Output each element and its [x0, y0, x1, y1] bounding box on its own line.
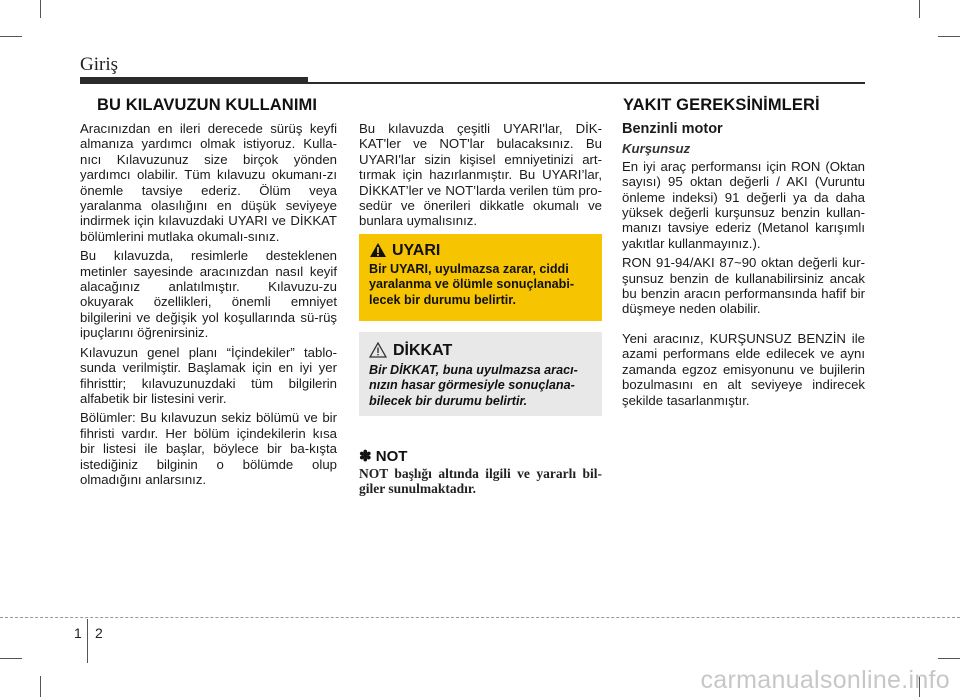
crop-mark — [0, 36, 22, 37]
crop-mark — [919, 0, 920, 18]
crop-mark — [0, 658, 22, 659]
page-number: 2 — [95, 625, 103, 641]
paragraph: Bu kılavuzda çeşitli UYARI'lar, DİK-KAT'ler ve NOT'lar bulacaksınız. Bu UYARI'lar sizin kişisel emniyetinizi art-tırmak için hazırlanmıştır. Bu UYARI’lar, DİKKAT’ler ve NOT’larda verilen tüm pro-sedür ve önerileri dikkatle okumalı ve bunlara uymalısınız. — [359, 121, 602, 229]
header-rule-thin — [308, 82, 865, 84]
warning-triangle-icon — [369, 242, 387, 258]
note-text: NOT başlığı altında ilgili ve yararlı bil-giler sunulmaktadır. — [359, 466, 602, 497]
middle-intro — [359, 121, 602, 233]
header-rule-thick — [80, 77, 308, 84]
section-heading-fuel: YAKIT GEREKSİNİMLERİ — [623, 96, 820, 114]
paragraph: Bu kılavuzda, resimlerle desteklenen metinler sayesinde aracınızdan nasıl keyif alacağınız anlatılmıştır. Kılavuzu-zu okuyarak özellikleri, önemli emniyet bilgilerini ve değişik yol koşullarında sü-rüş ipuçlarını öğrenirsiniz. — [80, 248, 337, 341]
caution-title: DİKKAT — [393, 342, 453, 359]
paragraph: En iyi araç performansı için RON (Oktan sayısı) 95 oktan değerli / AKI (Vuruntu önleme indeksi) 91 değerli ya da daha yüksek değerli kurşunsuz benzin kullan-manızı tavsiye ederiz (Metanol karışımlı yakıtlar kullanmayınız.). — [622, 158, 865, 251]
paragraph: Bölümler: Bu kılavuzun sekiz bölümü ve bir fihristi vardır. Her bölüm içindekilerin kısa bir listesi ile başlar, böylece bir ba-kışta istediğiniz bilginin o bölümde olup olmadığını anlarsınız. — [80, 410, 337, 487]
paragraph: Aracınızdan en ileri derecede sürüş keyfi almanıza yardımcı olmak istiyoruz. Kulla-nıcı Kılavuzunuz size birçok yönden yardımcı olabilir. Tüm kılavuzu okumanı-zı önemle tavsiye ederiz. Ölüm veya yaralanma olasılığını en düşük seviyeye indirmek için kılavuzdaki UYARI ve DİKKAT bölümlerini mutlaka okumalı-sınız. — [80, 121, 337, 244]
paragraph: RON 91-94/AKI 87~90 oktan değerli kur-şunsuz benzin de kullanabilirsiniz ancak bu benzin aracın performansında hafif bir düşmeye neden olabilir. — [622, 255, 865, 317]
paragraph: Kılavuzun genel planı “İçindekiler” tablo-sunda verilmiştir. Başlamak için en iyi yer fihristtir; kılavuzunuzdaki tüm bilgilerin alfabetik bir listesini verir. — [80, 344, 337, 406]
warning-title: UYARI — [392, 242, 441, 259]
page-number-separator — [87, 619, 88, 663]
watermark: carmanualsonline.info — [700, 666, 950, 694]
crop-mark — [40, 0, 41, 18]
crop-mark — [938, 658, 960, 659]
caution-triangle-icon — [369, 342, 387, 358]
chapter-title: Giriş — [80, 54, 118, 75]
warning-text: Bir UYARI, uyulmazsa zarar, ciddi yaralanma ve ölümle sonuçlanabi-lecek bir durumu belirtir. — [369, 262, 575, 307]
paragraph: Yeni aracınız, KURŞUNSUZ BENZİN ile azami performans elde edilecek ve aynı zamanda egzoz emisyonunu ve bujilerin bozulmasını en alt seviyeye indirecek şekilde tasarlanmıştır. — [622, 330, 865, 408]
subheading-unleaded: Kurşunsuz — [622, 141, 691, 157]
note-heading — [359, 447, 407, 465]
caution-box — [359, 332, 602, 416]
warning-box — [359, 234, 602, 321]
caution-text: Bir DİKKAT, buna uyulmazsa aracı-nızın hasar görmesiyle sonuçlana-bilecek bir durumu belirtir. — [369, 363, 578, 408]
note-title: NOT — [375, 448, 408, 465]
section-heading-usage: BU KILAVUZUN KULLANIMI — [97, 96, 318, 114]
right-column — [622, 122, 865, 412]
left-column — [80, 121, 337, 491]
crop-mark — [40, 676, 41, 697]
footer-divider — [0, 617, 960, 618]
chapter-number: 1 — [74, 625, 82, 641]
subheading-gasoline: Benzinli motor — [622, 121, 723, 137]
note-star-icon: ✽ — [359, 448, 372, 465]
crop-mark — [938, 36, 960, 37]
